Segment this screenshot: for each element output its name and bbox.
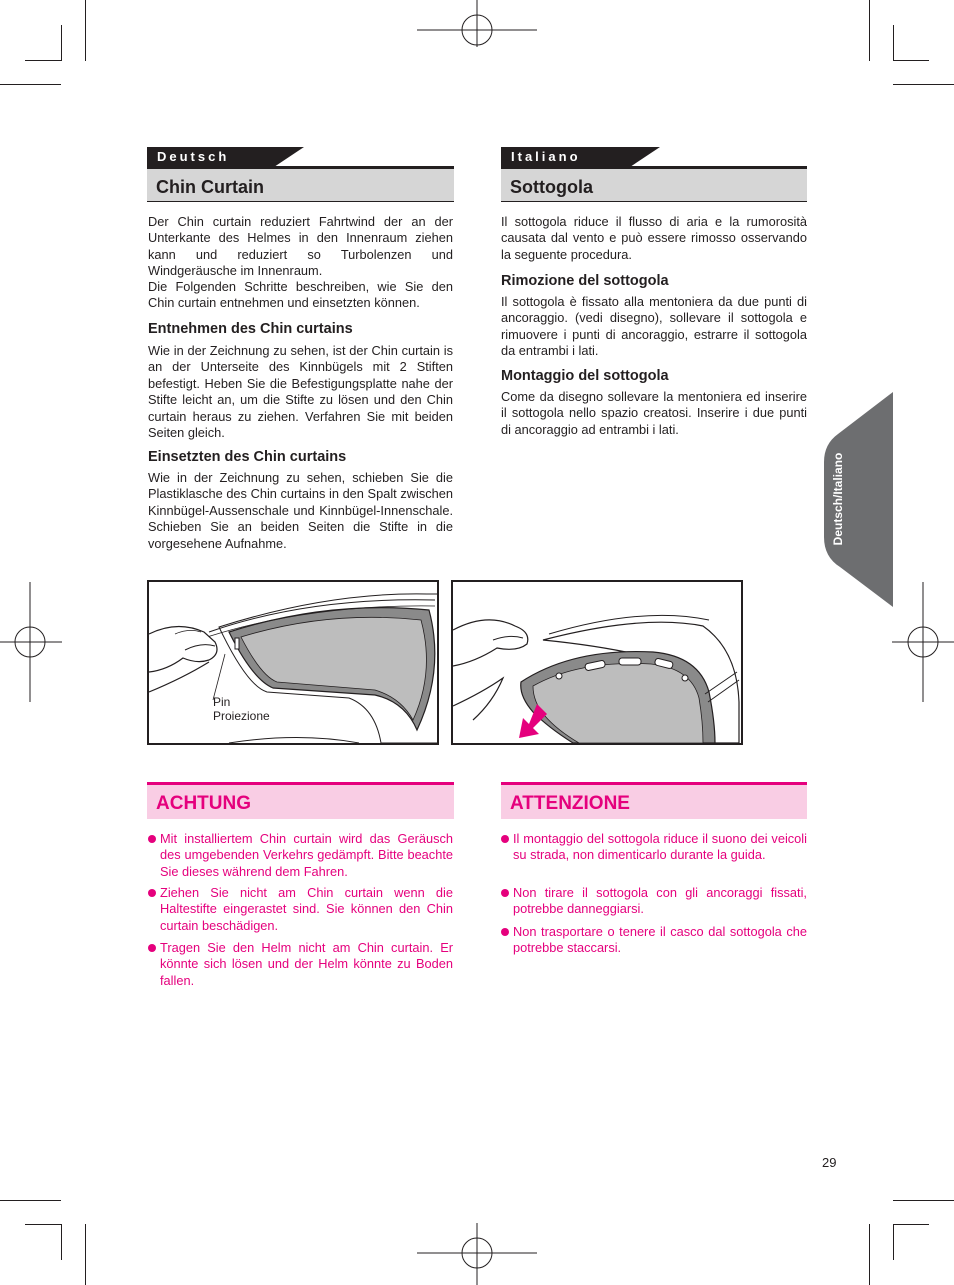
illustration-install: [451, 580, 743, 745]
subheading-install: Montaggio del sottogola: [501, 368, 669, 384]
subheading-remove: Rimozione del sottogola: [501, 273, 669, 289]
language-tab-label: Italiano: [511, 149, 581, 164]
figure-label-proiezione: Proiezione: [213, 709, 270, 723]
warning-title: ATTENZIONE: [510, 793, 630, 814]
page-number: 29: [822, 1155, 837, 1170]
bullet-icon: [148, 944, 156, 952]
warning-item: Non tirare il sottogola con gli ancoraggi fissati, potrebbe danneggiarsi.: [501, 885, 807, 918]
warning-title: ACHTUNG: [156, 793, 251, 814]
page-title: Sottogola: [510, 177, 593, 197]
bullet-icon: [501, 889, 509, 897]
warning-item: Ziehen Sie nicht am Chin curtain wenn die Haltestifte eingerastet sind. Sie können den Chin curtain beschädigen.: [148, 885, 453, 934]
warning-item: Il montaggio del sottogola riduce il suono dei veicoli su strada, non dimenticarlo durante la guida.: [501, 831, 807, 864]
remove-paragraph: Il sottogola è fissato alla mentoniera da due punti di ancoraggio. (vedi disegno), sollevare il sottogola e rimuovere i punti di ancoraggio, estrarre il sottogola da entrambi i lati.: [501, 294, 807, 359]
chin-curtain-install-drawing: [453, 582, 741, 743]
side-language-tab: [812, 392, 894, 607]
warning-item: Non trasportare o tenere il casco dal sottogola che potrebbe staccarsi.: [501, 924, 807, 957]
intro-paragraph: Der Chin curtain reduziert Fahrtwind der an der Unterkante des Helmes in den Innenraum ziehen kann und reduziert so Turbolenzen und Windgeräusche im Innenraum.: [148, 214, 453, 279]
install-paragraph: Come da disegno sollevare la mentoniera ed inserire il sottogola nello spazio creatosi. Inserire i due punti di ancoraggio ad entrambi i lati.: [501, 389, 807, 437]
figure-label-pin: Pin: [213, 695, 231, 709]
page-title: Chin Curtain: [156, 177, 264, 197]
remove-paragraph: Wie in der Zeichnung zu sehen, ist der Chin curtain is an der Unterseite des Kinnbügels mit 2 Stiften befestigt. Heben Sie die Befestigungsplatte nahe der Stifte leicht an, um die Stifte zu lösen und den Chin curtain heraus zu ziehen. Verfahren Sie mit beiden Seiten gleich.: [148, 343, 453, 441]
warning-header: [501, 785, 807, 819]
install-paragraph: Wie in der Zeichnung zu sehen, schieben Sie die Plastiklasche des Chin curtains in den Spalt zwischen Kinnbügel-Aussenschale und Kinnbügel-Innenschale. Schieben Sie an beiden Seiten die Stifte in die vorgesehene Aufnahme.: [148, 470, 453, 551]
intro-paragraph: Il sottogola riduce il flusso di aria e la rumorosità causata dal vento e può essere rimosso osservando la seguente procedura.: [501, 214, 807, 262]
subheading-remove: Entnehmen des Chin curtains: [148, 321, 353, 337]
warning-item: Mit installiertem Chin curtain wird das Geräusch des umgebenden Verkehrs gedämpft. Bitte beachte Sie dieses während dem Fahren.: [148, 831, 453, 880]
language-tab-deutsch: [147, 147, 307, 167]
warning-item: Tragen Sie den Helm nicht am Chin curtain. Er könnte sich lösen und der Helm könnte zu Boden fallen.: [148, 940, 453, 989]
bullet-icon: [501, 928, 509, 936]
bullet-icon: [148, 835, 156, 843]
intro-paragraph-2: Die Folgenden Schritte beschreiben, wie Sie den Chin curtain entnehmen und einsetzten können.: [148, 279, 453, 311]
bullet-icon: [148, 889, 156, 897]
bullet-icon: [501, 835, 509, 843]
section-title-bar: [147, 169, 454, 202]
subheading-install: Einsetzten des Chin curtains: [148, 449, 347, 465]
language-tab-label: Deutsch: [157, 149, 230, 164]
section-title-bar: [501, 169, 807, 202]
warning-header: [147, 785, 454, 819]
chin-curtain-removal-drawing: [149, 582, 437, 743]
side-tab-label: Deutsch/Italiano: [831, 452, 845, 546]
language-tab-italiano: [501, 147, 661, 167]
illustration-remove: [147, 580, 439, 745]
